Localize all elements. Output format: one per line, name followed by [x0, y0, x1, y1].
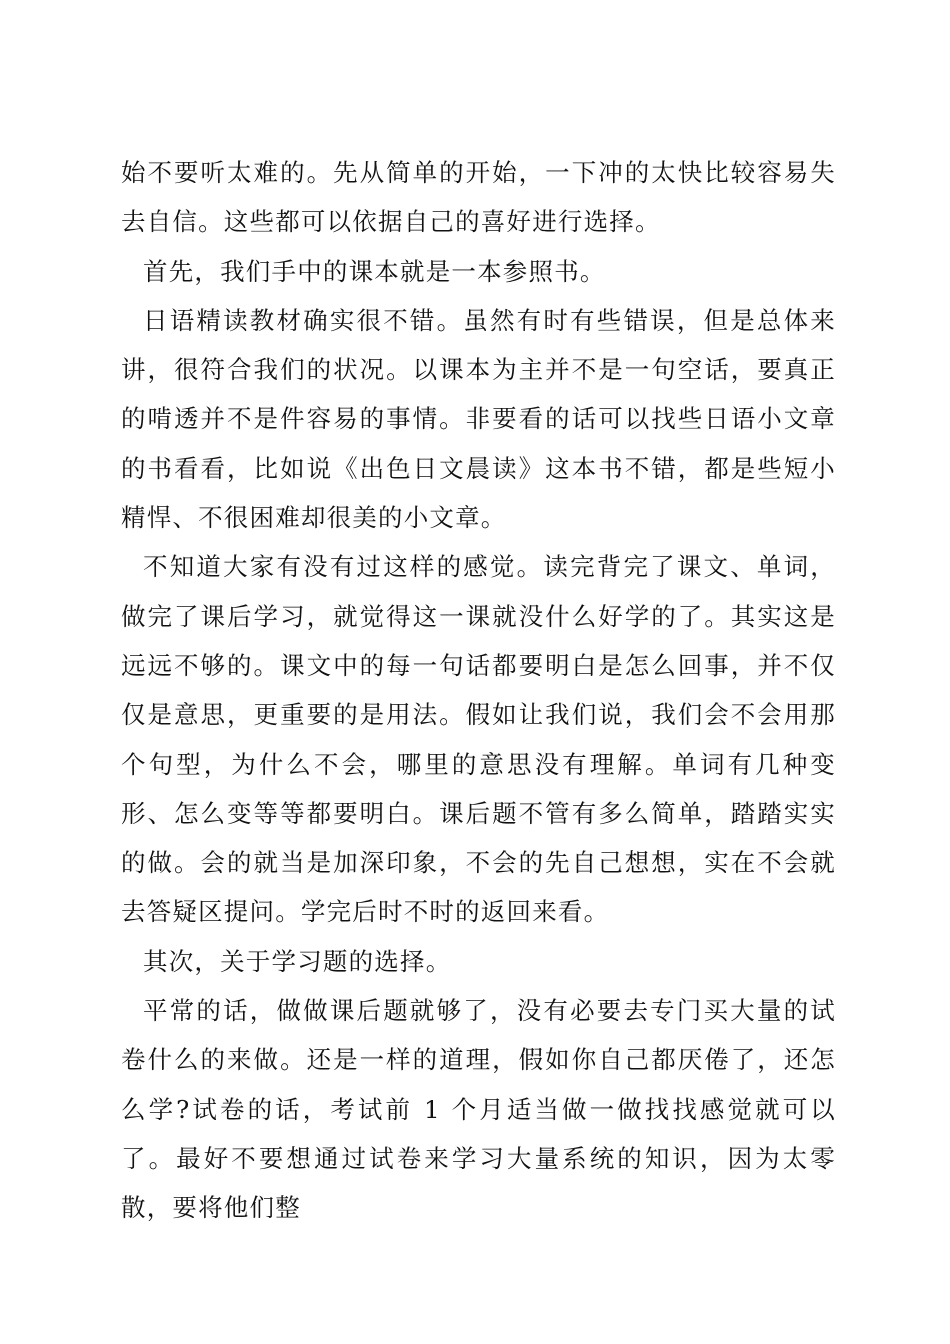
paragraph-continuation: 始不要听太难的。先从简单的开始，一下冲的太快比较容易失去自信。这些都可以依据自己的喜好进行选择。 — [121, 158, 836, 237]
paragraph-textbook-reference: 首先，我们手中的课本就是一本参照书。 — [143, 256, 606, 286]
paragraph-intensive-reading: 日语精读教材确实很不错。虽然有时有些错误，但是总体来讲，很符合我们的状况。以课本为主并不是一句空话，要真正的啃透并不是件容易的事情。非要看的话可以找些日语小文章的书看看，比如说《出色日文晨读》这本书不错，都是些短小精悍、不很困难却很美的小文章。 — [121, 305, 836, 533]
paragraph-review-advice: 不知道大家有没有过这样的感觉。读完背完了课文、单词，做完了课后学习，就觉得这一课就没什么好学的了。其实这是远远不够的。课文中的每一句话都要明白是怎么回事，并不仅仅是意思，更重要的是用法。假如让我们说，我们会不会用那个句型，为什么不会，哪里的意思没有理解。单词有几种变形、怎么变等等都要明白。课后题不管有多么简单，踏踏实实的做。会的就当是加深印象，不会的先自己想想，实在不会就去答疑区提问。学完后时不时的返回来看。 — [121, 552, 836, 927]
paragraph-exercise-advice: 平常的话，做做课后题就够了，没有必要去专门买大量的试卷什么的来做。还是一样的道理，假如你自己都厌倦了，还怎么学?试卷的话，考试前 1 个月适当做一做找找感觉就可以了。最好不要想通过试卷来学习大量系统的知识，因为太零散，要将他们整 — [121, 996, 836, 1223]
paragraph-exercise-selection: 其次，关于学习题的选择。 — [143, 946, 452, 976]
document-body — [121, 148, 836, 1233]
